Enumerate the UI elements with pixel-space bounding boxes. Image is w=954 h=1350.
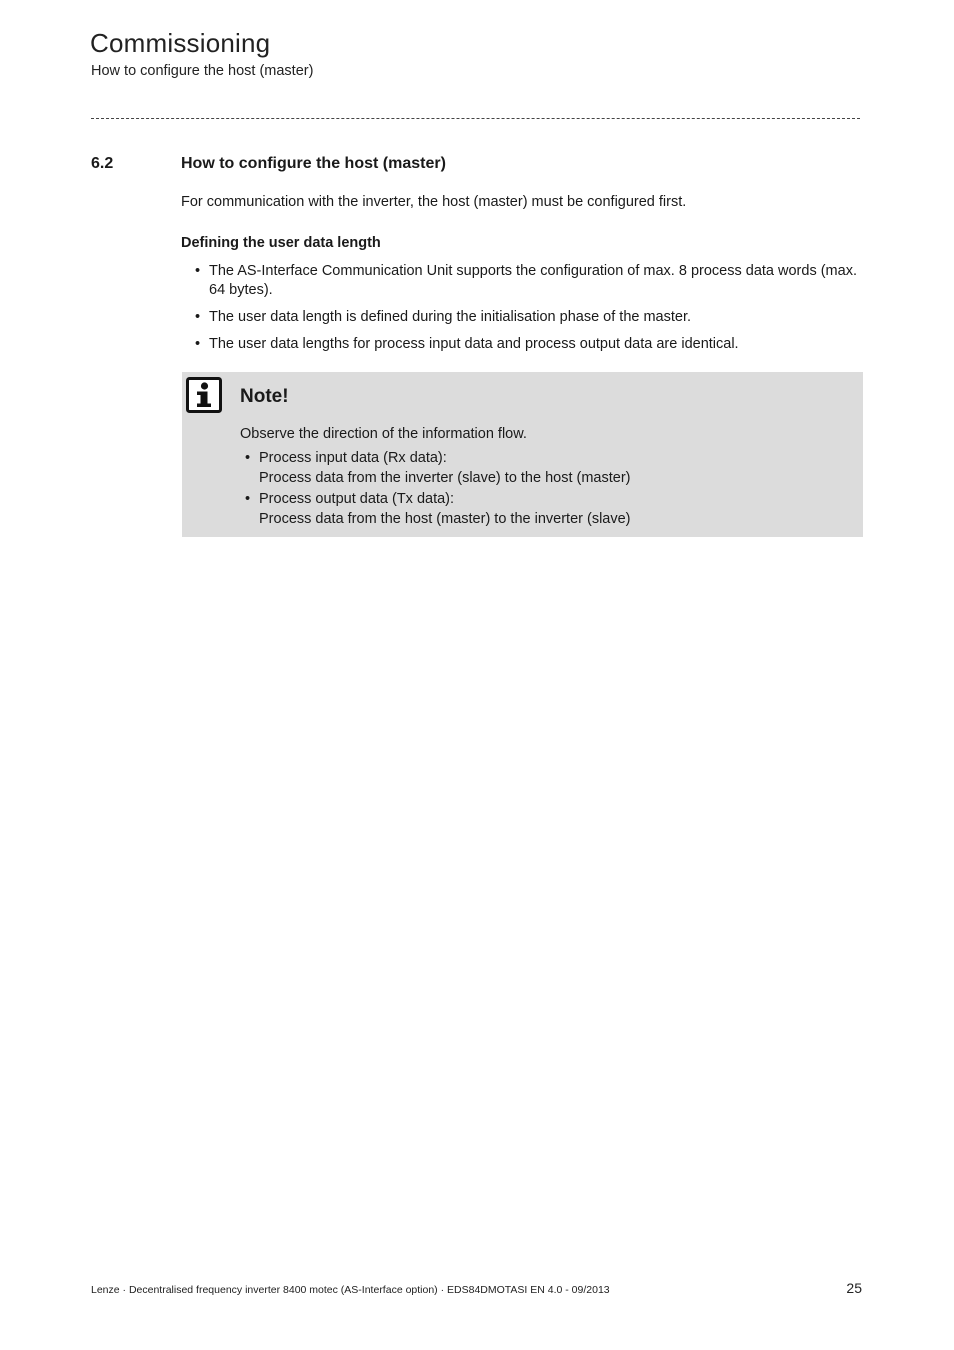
bullet-list (195, 262, 867, 362)
info-icon (186, 377, 222, 413)
list-item-text: The AS-Interface Communication Unit supports the configuration of max. 8 process data words (max. 64 bytes). (209, 263, 857, 298)
note-item-detail: Process data from the inverter (slave) to the host (master) (259, 469, 631, 486)
note-item-detail: Process data from the host (master) to the inverter (slave) (259, 510, 631, 527)
list-item: • The user data length is defined during the initialisation phase of the master. (195, 309, 692, 325)
list-item: • The AS-Interface Communication Unit supports the configuration of max. 8 process data words (max. 64 bytes). (195, 263, 857, 298)
intro-paragraph: For communication with the inverter, the host (master) must be configured first. (181, 194, 687, 210)
list-item-text: The user data length is defined during the initialisation phase of the master. (209, 309, 692, 325)
list-item: • The user data lengths for process input data and process output data are identical. (195, 336, 739, 352)
header-divider (91, 118, 860, 119)
note-title: Note! (240, 386, 289, 407)
chapter-title: Commissioning (90, 28, 271, 58)
page-number: 25 (846, 1280, 862, 1296)
list-item-text: The user data lengths for process input data and process output data are identical. (209, 336, 739, 352)
note-list (245, 449, 631, 531)
note-box (182, 372, 863, 537)
section-title: How to configure the host (master) (181, 155, 446, 172)
list-item: • Process input data (Rx data): Process data from the inverter (slave) to the host (master) (245, 449, 631, 488)
footer-text: Lenze · Decentralised frequency inverter 8400 motec (AS-Interface option) · EDS84DMOTASI EN 4.0 - 09/2013 (91, 1284, 610, 1296)
note-item-label: Process output data (Tx data): (259, 491, 455, 507)
list-item: • Process output data (Tx data): Process data from the host (master) to the inverter (slave) (245, 490, 631, 529)
note-item-label: Process input data (Rx data): (259, 450, 447, 466)
note-text: Observe the direction of the information flow. (240, 426, 527, 442)
section-number: 6.2 (91, 155, 114, 172)
subheading: Defining the user data length (181, 235, 381, 251)
running-header: How to configure the host (master) (91, 63, 314, 79)
